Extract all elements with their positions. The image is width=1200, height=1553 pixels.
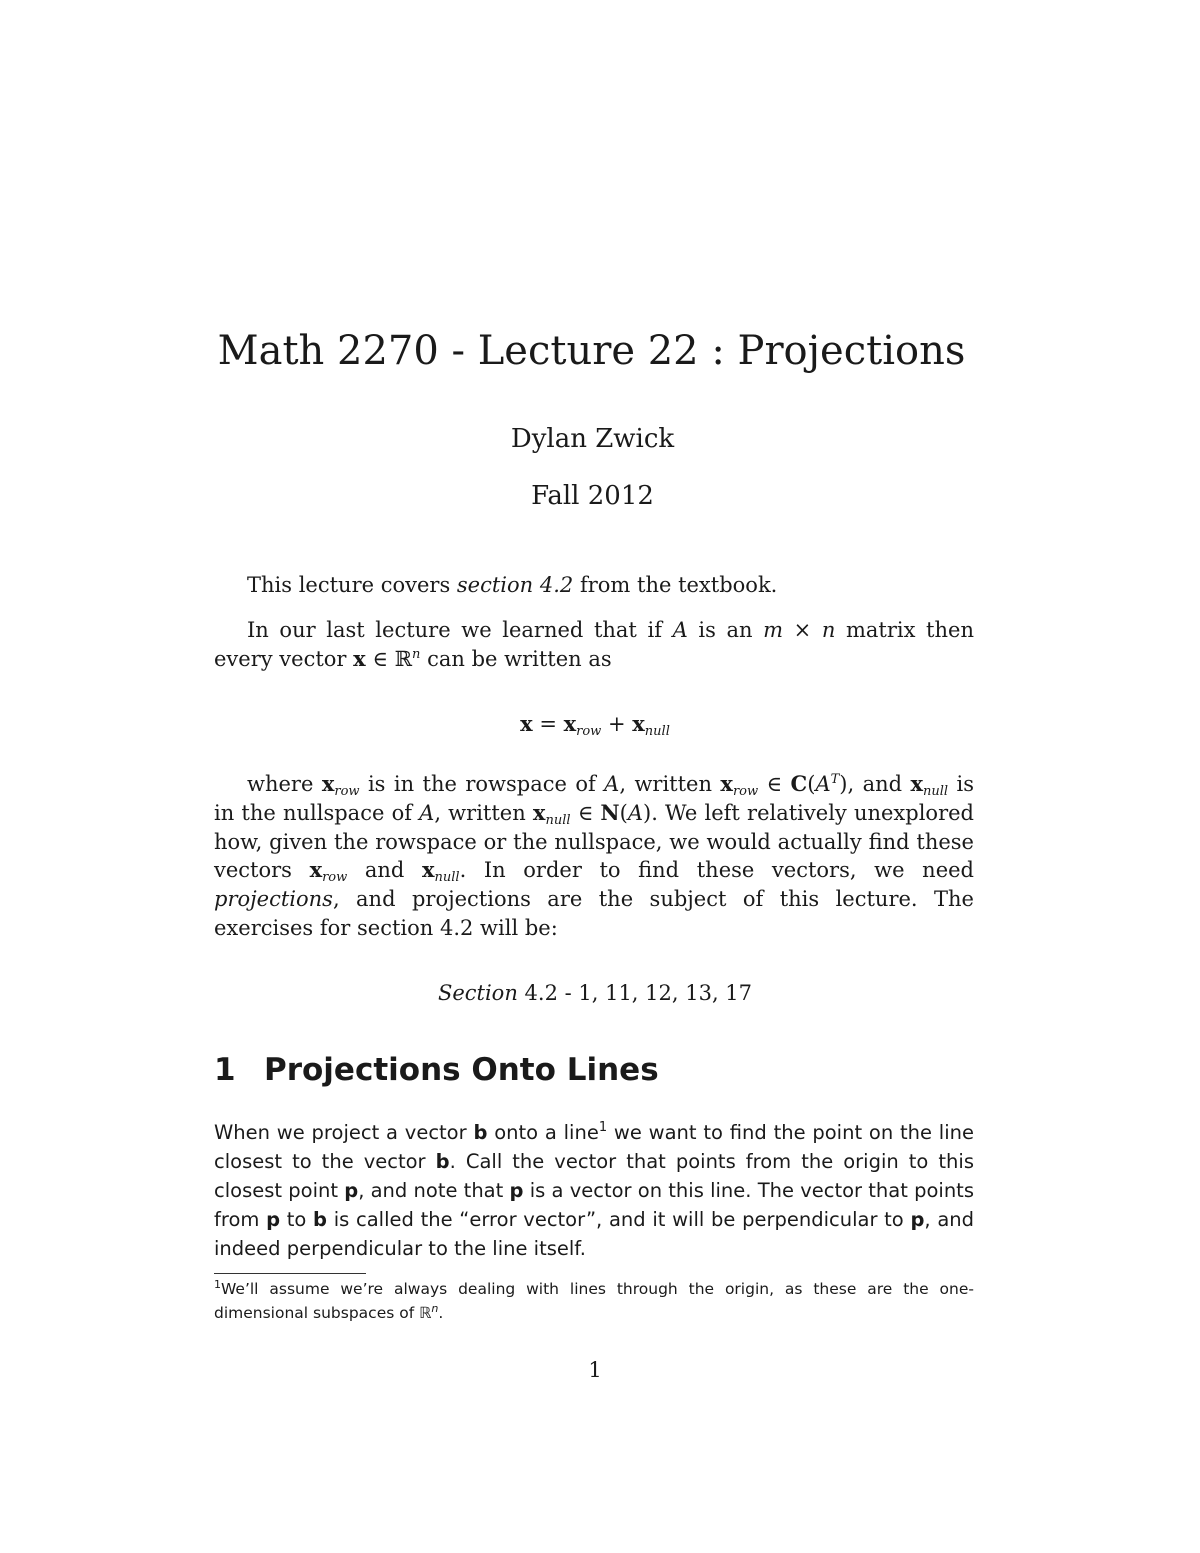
math-x: x: [520, 711, 533, 736]
text-run: , written: [619, 772, 721, 796]
text-run: is in the nullspace of: [214, 772, 974, 825]
math-superscript: n: [431, 1302, 439, 1315]
exercise-section-label: Section: [437, 981, 518, 1005]
text-run: is in the rowspace of: [359, 772, 605, 796]
where-paragraph: [214, 770, 974, 943]
math-p: p: [910, 1208, 925, 1231]
math-x: x: [720, 771, 733, 796]
text-run: , and note that: [358, 1179, 510, 1202]
math-x: x: [632, 711, 645, 736]
text-run: and: [347, 858, 422, 883]
math-plus: +: [601, 712, 633, 736]
page-number: 1: [588, 1358, 602, 1382]
text-run: . Call the vector that points from the origin to this closest point: [214, 1150, 974, 1202]
math-p: p: [344, 1179, 359, 1202]
math-subscript: row: [322, 870, 348, 886]
footnote-text: We’ll assume we’re always dealing with lines through the origin, as these are the one-dimensional subspaces of ℝ: [214, 1280, 974, 1322]
math-m: m: [763, 618, 784, 642]
math-A: A: [672, 618, 688, 642]
text-run: , and projections are the subject of this lecture. The exercises for section 4.2 will be:: [214, 887, 974, 940]
math-x: x: [563, 711, 577, 736]
math-x: x: [321, 771, 335, 796]
math-p: p: [266, 1208, 281, 1231]
math-C: C: [790, 771, 808, 796]
text-run: ). We left relatively unexplored how, given the rowspace or the nullspace, we would actually find these vectors: [214, 800, 974, 883]
author-name: Dylan Zwick: [510, 424, 675, 454]
math-b: b: [313, 1208, 328, 1231]
exercise-numbers: 4.2 - 1, 11, 12, 13, 17: [517, 981, 753, 1005]
text-run: (: [619, 800, 628, 825]
emphasis-projections: projections: [214, 887, 333, 912]
text-run: is a vector on this line. The vector that points from: [214, 1179, 974, 1231]
math-times: ×: [783, 618, 822, 642]
math-superscript: T: [830, 772, 840, 787]
intro-covers-paragraph: [214, 571, 974, 600]
decomposition-equation: [0, 711, 1190, 739]
intro-last-lecture-paragraph: [214, 616, 974, 674]
section-title: Projections Onto Lines: [264, 1052, 659, 1088]
text-run: matrix then every vector: [214, 618, 974, 671]
math-A: A: [815, 772, 831, 796]
text-run: ), and: [839, 772, 911, 796]
math-n: n: [821, 618, 836, 642]
text-run: onto a line: [487, 1121, 599, 1144]
section-reference: section 4.2: [456, 573, 574, 597]
text-run: .: [438, 1304, 444, 1322]
text-run: is called the “error vector”, and it will be perpendicular to: [327, 1208, 911, 1231]
page-title: Math 2270 - Lecture 22 : Projections: [217, 328, 966, 374]
math-subscript: row: [732, 784, 759, 799]
text-run: can be written as: [420, 646, 612, 671]
math-b: b: [435, 1150, 450, 1173]
math-subscript: null: [434, 870, 460, 886]
footnote-divider: [214, 1273, 366, 1274]
section-number: 1: [214, 1052, 236, 1088]
projection-body-paragraph: [214, 1118, 974, 1263]
text-run: When we project a vector: [214, 1121, 474, 1144]
text-run: where: [247, 772, 322, 796]
text-run: This lecture covers: [247, 573, 457, 597]
math-in: ∈: [758, 772, 791, 796]
text-run: . In order to find these vectors, we need: [459, 858, 974, 883]
text-run: , and indeed perpendicular to the line itself.: [214, 1208, 975, 1260]
math-subscript: row: [334, 784, 360, 799]
math-A: A: [627, 800, 643, 825]
lecture-date: Fall 2012: [531, 481, 654, 511]
text-run: we want to find the point on the line closest to the vector: [214, 1121, 974, 1173]
math-equals: =: [532, 712, 564, 736]
exercise-list: [0, 981, 1190, 1005]
math-x: x: [353, 645, 366, 671]
math-A: A: [419, 800, 435, 825]
text-run: , written: [434, 800, 533, 825]
math-x: x: [421, 857, 435, 883]
math-x: x: [309, 857, 323, 883]
footnote-number: 1: [214, 1278, 221, 1291]
math-in: ∈: [570, 800, 601, 825]
math-A: A: [604, 772, 620, 796]
text-run: from the textbook.: [573, 573, 778, 597]
math-subscript: null: [644, 724, 670, 739]
section-heading: [214, 1052, 659, 1088]
math-p: p: [509, 1179, 524, 1202]
math-in-reals: ∈ ℝ: [365, 646, 413, 671]
math-x: x: [532, 799, 546, 825]
math-subscript: null: [923, 784, 949, 799]
math-N: N: [600, 799, 620, 825]
footnote-marker[interactable]: 1: [598, 1120, 608, 1135]
math-superscript: n: [412, 646, 421, 662]
text-run: is an: [687, 618, 764, 642]
math-x: x: [910, 771, 924, 796]
text-run: to: [280, 1208, 314, 1231]
text-run: (: [807, 772, 816, 796]
math-subscript: row: [576, 724, 602, 739]
math-subscript: null: [545, 812, 571, 828]
math-b: b: [473, 1121, 488, 1144]
text-run: In our last lecture we learned that if: [247, 618, 673, 642]
footnote: [214, 1277, 974, 1325]
